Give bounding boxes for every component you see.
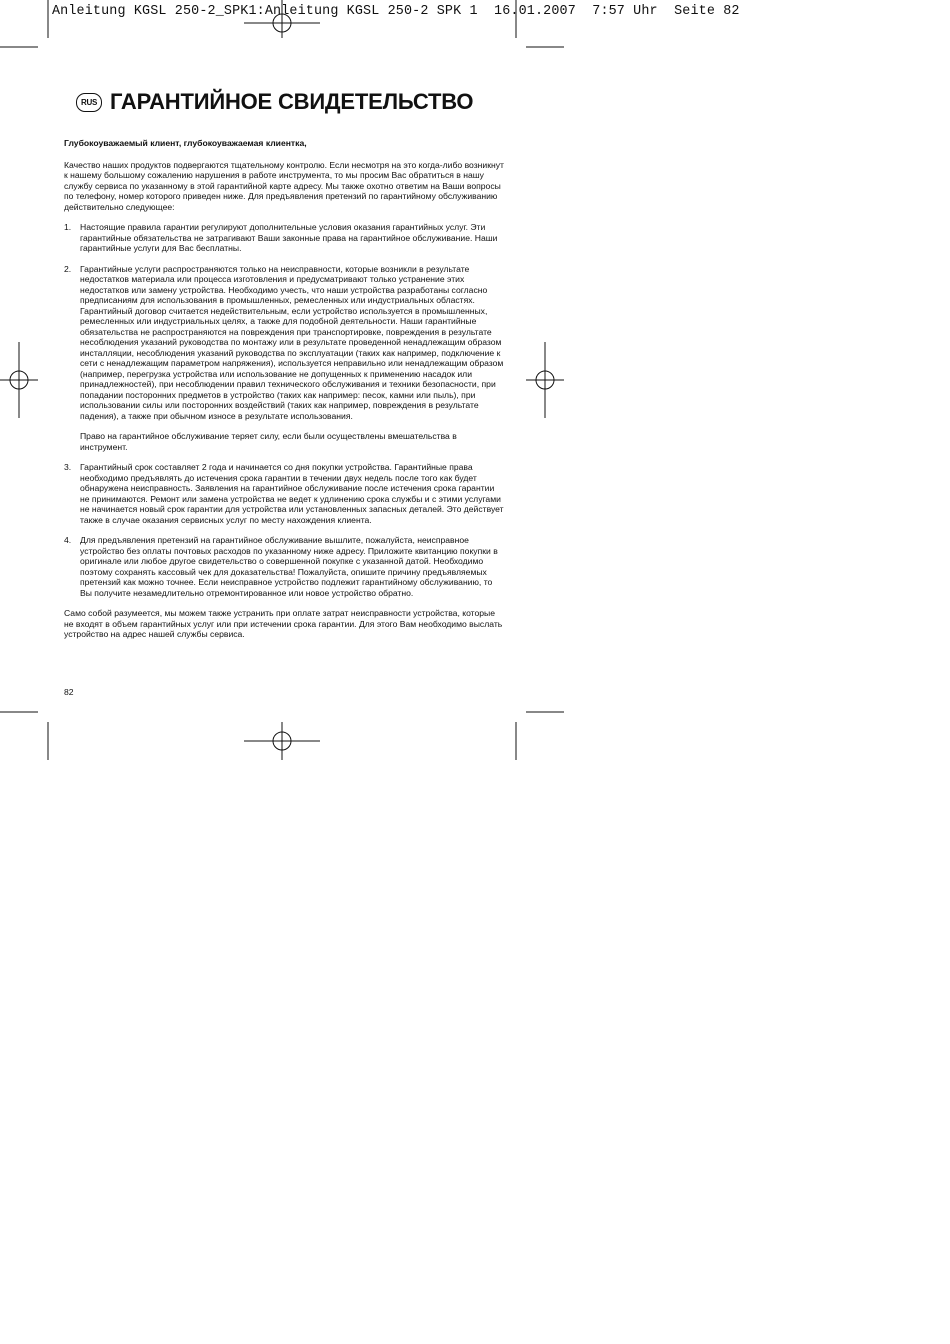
list-item (64, 535, 504, 598)
language-badge: RUS (76, 93, 102, 112)
greeting: Глубокоуважаемый клиент, глубокоуважаемая клиентка, (64, 138, 307, 148)
page-number: 82 (64, 687, 74, 697)
list-item-text: Право на гарантийное обслуживание теряет силу, если были осуществлены вмешательства в инструмент. (80, 431, 457, 452)
document-body (64, 138, 504, 650)
list-item-number: 2. (64, 263, 72, 274)
list-item-number: 3. (64, 462, 72, 472)
list-item (64, 462, 504, 525)
page-heading (76, 89, 473, 115)
list-item-text: Для предъявления претензий на гарантийное обслуживание вышлите, пожалуйста, неисправное устройство без оплаты почтовых расходов по указанному ниже адресу. Приложите квитанцию покупки в оригинале или любое другое свидетельство о совершенной покупке с указанной датой. Необходимо поэтому сохранять кассовый чек для доказательства! Пожалуйста, опишите причину предъявляемых претензий как можно точнее. Если неисправное устройство подлежит гарантийному обслуживанию, то Вы получите незамедлительно отремонтированное или новое устройство обратно. (80, 535, 498, 598)
list-item-number: 4. (64, 535, 72, 545)
print-slug-header: Anleitung KGSL 250-2_SPK1:Anleitung KGSL 250-2 SPK 1 16.01.2007 7:57 Uhr Seite 82 (52, 4, 740, 19)
list-item (64, 264, 504, 453)
list-item (64, 222, 504, 254)
list-item-text: Гарантийный срок составляет 2 года и начинается со дня покупки устройства. Гарантийные права необходимо предъявлять до истечения срока гарантии в течении двух недель после того как будет обнаружена неисправность. Заявления на гарантийное обслуживание после истечения срока гарантии не принимаются. Ремонт или замена устройства не ведет к удлинению срока службы и с этими услугами не начинается новый срок гарантии для устройства или установленных запасных деталей. Это действует также в случае оказания сервисных услуг по месту нахождения клиента. (80, 462, 504, 525)
list-item-text: Гарантийные услуги распространяются только на неисправности, которые возникли в результате недостатков материала или процесса изготовления и предусматривают только устранение этих недостатков или замену устройства. Необходимо учесть, что наши устройства разработаны согласно предписаниям для использования в промышленных, ремесленных или индустриальных областях. Гарантийный договор считается недействительным, если устройство используется в промышленных, ремесленных или индустриальных целях, а также для подобной деятельности. Наши гарантийные обязательства не распространяются на повреждения при транспортировке, повреждения в результате несоблюдения указаний руководства по монтажу или в результате проведенной ненадлежащим образом инсталляции, несоблюдения указаний руководства по эксплуатации (таких как например, подключение к сети с ненадлежащим параметром напряжения), используется неправильно или ненадлежащим образом (например, перегрузка устройства или использование не допущенных к применению насадок или принадлежностей), при несоблюдении правил технического обслуживания и техники безопасности, при попадании посторонних предметов в устройство (таких как например: песок, камни или пыль), при использовании силы или посторонних воздействий (таких как например, повреждения в результате падения), а также при обычном износе в результате использования. (80, 263, 504, 421)
closing-paragraph: Само собой разумеется, мы можем также устранить при оплате затрат неисправности устройства, которые не входят в объем гарантийных услуг или при истечении срока гарантии. Для этого Вам необходимо выслать устройство на адрес нашей службы сервиса. (64, 608, 503, 639)
page-title: ГАРАНТИЙНОЕ СВИДЕТЕЛЬСТВО (110, 89, 474, 114)
intro-paragraph: Качество наших продуктов подвергаются тщательному контролю. Если несмотря на это когда-либо возникнут к нашему большому сожалению нарушения в работе инструмента, то мы просим Вас обратиться в нашу службу сервиса по указанному в этой гарантийной карте адресу. Мы также охотно ответим на Ваши вопросы по телефону, номер которого приведен ниже. Для предъявления претензий по гарантийному обслуживанию действительно следующее: (64, 159, 504, 212)
list-item-text: Настоящие правила гарантии регулируют дополнительные условия оказания гарантийных услуг. Эти гарантийные обязательства не затрагивают Ваши законные права на гарантийное обслуживание. Наши гарантийные услуги для Вас бесплатны. (80, 222, 498, 253)
list-item-number: 1. (64, 222, 72, 232)
